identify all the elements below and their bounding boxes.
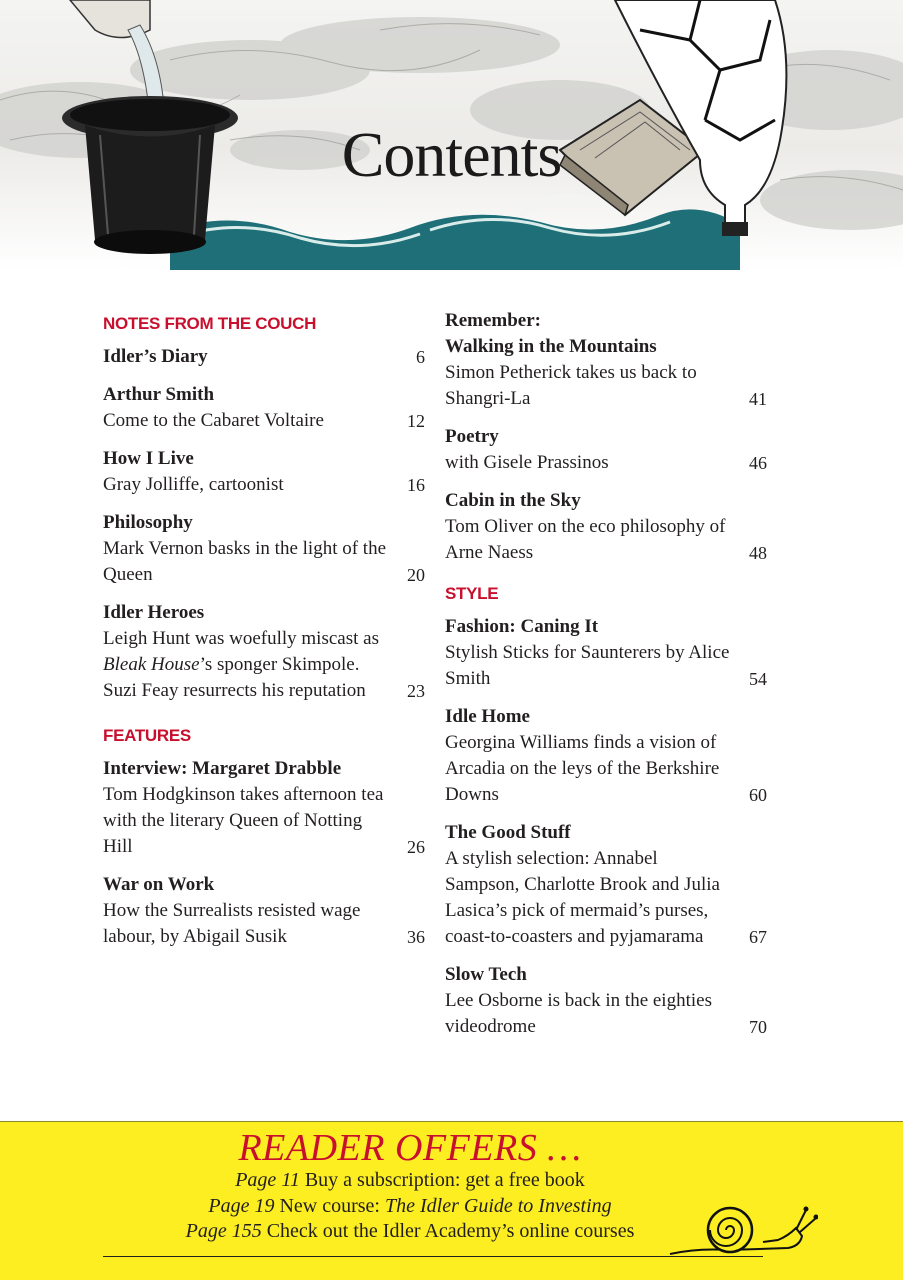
left-column [103,308,423,962]
entry-title: Philosophy [103,512,193,533]
entry-title: How I Live [103,448,194,469]
entry-description: Lee Osborne is back in the eighties videodrome [445,990,712,1037]
desc-text: Leigh Hunt was woefully miscast as [103,628,379,649]
toc-entry-idler-heroes[interactable] [103,600,423,704]
entry-title: Walking in the Mountains [445,336,657,357]
reader-offers-title: READER OFFERS … [238,1127,582,1169]
offer-page-ref: Page 11 [235,1169,300,1191]
page-number: 20 [407,565,425,585]
entry-title: Idler’s Diary [103,346,208,367]
page-number: 54 [749,669,767,689]
toc-entry-walking-mountains[interactable] [445,308,765,412]
page-number: 12 [407,411,425,431]
entry-description: A stylish selection: Annabel Sampson, Charlotte Brook and Julia Lasica’s pick of mermaid’s purses, coast-to-coasters and pyjamarama [445,848,720,947]
toc-entry-arthur-smith[interactable] [103,382,423,434]
entry-title: War on Work [103,874,215,895]
offer-course-title: The Idler Guide to Investing [385,1195,612,1217]
entry-description: Tom Oliver on the eco philosophy of Arne Naess [445,516,726,563]
toc-entry-fashion-caning[interactable] [445,614,765,692]
page-number: 16 [407,475,425,495]
toc-entry-poetry[interactable] [445,424,765,476]
entry-title: Arthur Smith [103,384,215,405]
page-number: 60 [749,785,767,805]
page-number: 41 [749,389,767,409]
sea-waves [170,189,740,270]
entry-title: Interview: Margaret Drabble [103,758,342,779]
section-heading-notes: NOTES FROM THE COUCH [103,314,317,333]
desc-italic-title: Bleak House [103,654,200,675]
entry-description: Stylish Sticks for Saunterers by Alice Smith [445,642,730,689]
entry-title: Idler Heroes [103,602,205,623]
entry-description: with Gisele Prassinos [445,452,609,473]
offer-text: New course: [279,1195,385,1217]
snail-icon [668,1196,818,1260]
toc-entry-good-stuff[interactable] [445,820,765,950]
page-number: 67 [749,927,767,947]
entry-title: The Good Stuff [445,822,571,843]
offer-text: Buy a subscription: get a free book [304,1169,585,1191]
divider [0,1121,903,1122]
toc-entry-philosophy[interactable] [103,510,423,588]
page-number: 46 [749,453,767,473]
header-illustration [0,0,903,270]
page-number: 6 [416,347,425,367]
toc-entry-slow-tech[interactable] [445,962,765,1040]
page-number: 48 [749,543,767,563]
entry-title: Fashion: Caning It [445,616,599,637]
entry-title: Cabin in the Sky [445,490,581,511]
page-number: 36 [407,927,425,947]
entry-description: Gray Jolliffe, cartoonist [103,474,284,495]
toc-entry-idle-home[interactable] [445,704,765,808]
section-heading-features: FEATURES [103,726,191,745]
toc-entry-how-i-live[interactable] [103,446,423,498]
entry-title: Idle Home [445,706,530,727]
toc-entry-war-on-work[interactable] [103,872,423,950]
entry-title: Poetry [445,426,499,447]
toc-entry-interview-drabble[interactable] [103,756,423,860]
entry-description: Come to the Cabaret Voltaire [103,410,324,431]
offer-line-subscription[interactable] [0,1169,820,1192]
entry-description: Simon Petherick takes us back to Shangri-La [445,362,697,409]
entry-title: Slow Tech [445,964,527,985]
page-number: 26 [407,837,425,857]
toc-entry-idlers-diary[interactable] [103,344,423,370]
right-column [445,308,765,1052]
offer-page-ref: Page 19 [208,1195,275,1217]
entry-title: Remember: [445,310,542,331]
entry-description: Tom Hodgkinson takes afternoon tea with the literary Queen of Notting Hill [103,784,384,857]
divider [103,1256,763,1257]
toc-entry-cabin-in-the-sky[interactable] [445,488,765,566]
section-heading-style: STYLE [445,584,499,603]
entry-description: Georgina Williams finds a vision of Arcadia on the leys of the Berkshire Downs [445,732,720,805]
desc-text: ’s sponger Skimpole. Suzi Feay resurrects his reputation [103,654,366,701]
offer-text: Check out the Idler Academy’s online courses [266,1220,635,1242]
entry-description: Mark Vernon basks in the light of the Queen [103,538,387,585]
entry-description [103,626,423,704]
offer-page-ref: Page 155 [185,1220,262,1242]
page-title: Contents [341,119,562,190]
page-number: 23 [407,681,425,701]
page-number: 70 [749,1017,767,1037]
entry-description: How the Surrealists resisted wage labour, by Abigail Susik [103,900,361,947]
